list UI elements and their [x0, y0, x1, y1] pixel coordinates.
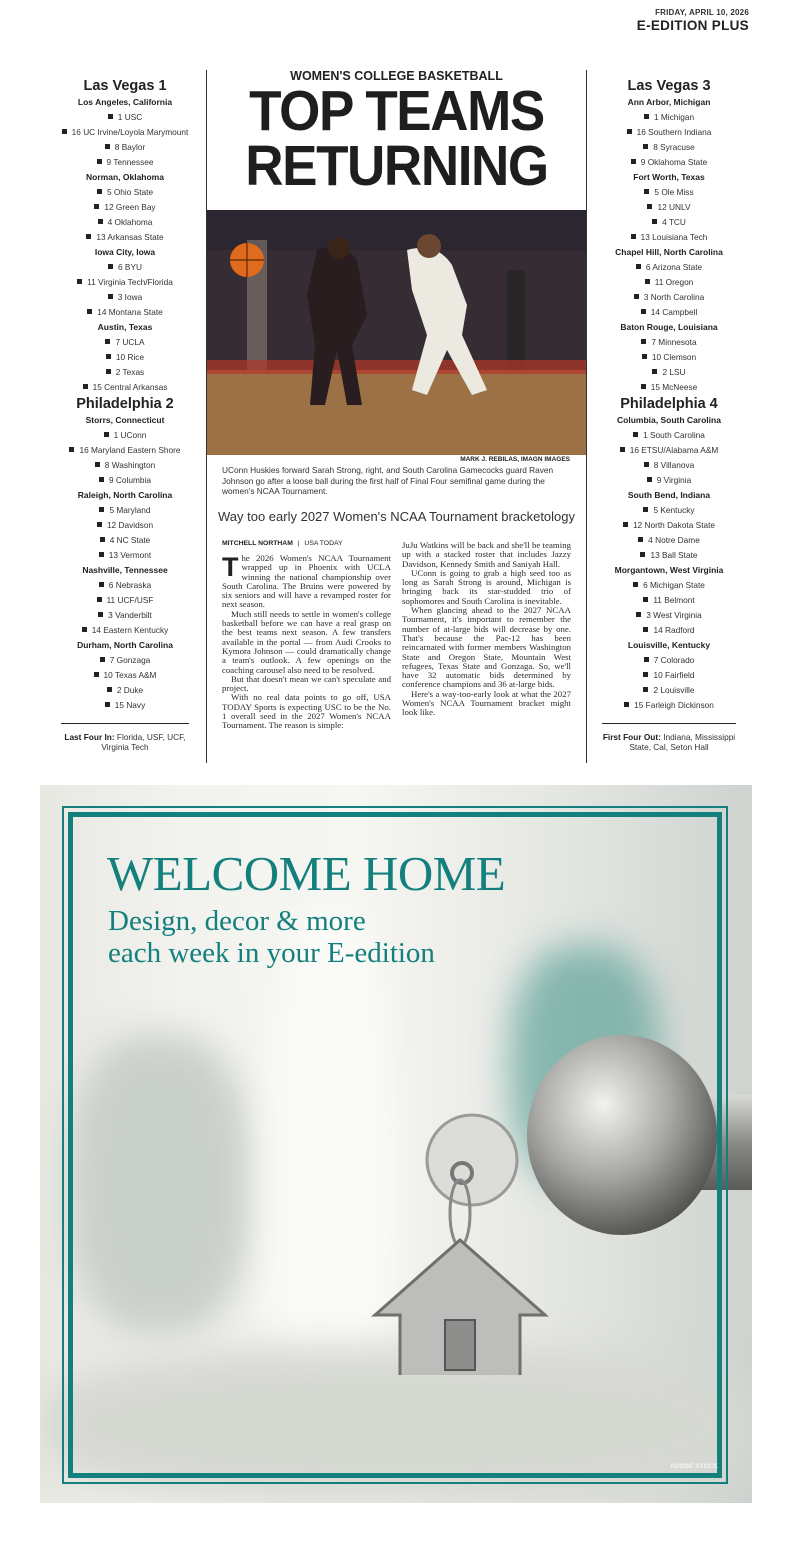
team-name: 5 Maryland: [109, 505, 151, 515]
bullet-square-icon: [97, 597, 102, 602]
team-name: 9 Tennessee: [106, 157, 154, 167]
bullet-square-icon: [105, 144, 110, 149]
team-name: 1 UConn: [113, 430, 147, 440]
team-seed-item: [596, 458, 742, 473]
site-name: Raleigh, North Carolina: [77, 490, 173, 500]
team-name: 10 Fairfield: [653, 670, 695, 680]
note-label: First Four Out:: [602, 732, 661, 742]
team-seed-item: [55, 305, 195, 320]
bullet-square-icon: [105, 702, 110, 707]
team-seed-item: [596, 443, 742, 458]
bullet-square-icon: [106, 354, 111, 359]
team-seed-item: [55, 503, 195, 518]
team-name: 1 Michigan: [653, 112, 695, 122]
bullet-square-icon: [87, 309, 92, 314]
team-seed-item: [55, 458, 195, 473]
bullet-square-icon: [641, 384, 646, 389]
team-name: 15 Farleigh Dickinson: [634, 700, 714, 710]
team-seed-item: [55, 578, 195, 593]
site-name: Nashville, Tennessee: [82, 565, 168, 575]
bullet-square-icon: [644, 189, 649, 194]
team-name: 2 Louisville: [653, 685, 695, 695]
bullet-square-icon: [647, 477, 652, 482]
bullet-square-icon: [106, 369, 111, 374]
bullet-square-icon: [98, 219, 103, 224]
divider-rule: [602, 723, 736, 724]
article-paragraph: [222, 675, 391, 694]
team-seed-item: [55, 185, 195, 200]
team-name: 13 Ball State: [650, 550, 698, 560]
game-photo: [207, 210, 586, 455]
team-name: 8 Villanova: [653, 460, 695, 470]
site-name: Los Angeles, California: [77, 97, 173, 107]
bullet-square-icon: [105, 339, 110, 344]
team-seed-item: [596, 215, 742, 230]
team-seed-item: [55, 533, 195, 548]
team-seed-item: [55, 593, 195, 608]
team-seed-item: [596, 668, 742, 683]
bullet-square-icon: [641, 309, 646, 314]
site-name: Austin, Texas: [97, 322, 153, 332]
bullet-square-icon: [100, 657, 105, 662]
byline: [222, 540, 343, 547]
edition-label: E-EDITION PLUS: [636, 18, 749, 33]
bullet-square-icon: [642, 354, 647, 359]
site-name: Fort Worth, Texas: [633, 172, 705, 182]
bullet-square-icon: [652, 369, 657, 374]
team-name: 2 LSU: [662, 367, 686, 377]
team-name: 8 Syracuse: [653, 142, 695, 152]
team-seed-item: [596, 653, 742, 668]
site-name: Morgantown, West Virginia: [614, 565, 724, 575]
bullet-square-icon: [633, 432, 638, 437]
divider-rule: [61, 723, 189, 724]
bracket-note: [596, 732, 742, 752]
team-seed-item: [55, 653, 195, 668]
article-paragraph: [222, 610, 391, 675]
bullet-square-icon: [108, 294, 113, 299]
team-name: 4 TCU: [662, 217, 686, 227]
article-body-column-1: [222, 554, 391, 731]
bullet-square-icon: [633, 582, 638, 587]
team-name: 11 Oregon: [654, 277, 694, 287]
bullet-square-icon: [99, 507, 104, 512]
team-name: 5 Kentucky: [653, 505, 695, 515]
note-text: Florida, USF, UCF, Virginia Tech: [101, 732, 186, 752]
bullet-square-icon: [62, 129, 67, 134]
team-name: 9 Oklahoma State: [640, 157, 708, 167]
article-paragraph: Here's a way-too-early look at what the 2027 Women's NCAA Tournament bracket might look like.: [402, 688, 571, 718]
region-heading: Las Vegas 3: [627, 78, 711, 94]
team-name: 3 Iowa: [117, 292, 143, 302]
site-name: South Bend, Indiana: [627, 490, 711, 500]
section-kicker: WOMEN'S COLLEGE BASKETBALL: [290, 69, 503, 83]
site-name: Louisville, Kentucky: [627, 640, 711, 650]
team-seed-item: [55, 380, 195, 395]
team-name: 1 South Carolina: [643, 430, 705, 440]
team-name: 3 North Carolina: [643, 292, 705, 302]
region-heading: Philadelphia 2: [76, 396, 174, 412]
site-name: Iowa City, Iowa: [94, 247, 156, 257]
team-name: 15 McNeese: [650, 382, 698, 392]
headline-line: TOP TEAMS: [249, 79, 544, 143]
team-seed-item: [596, 140, 742, 155]
team-name: 4 Notre Dame: [648, 535, 700, 545]
team-seed-item: [55, 365, 195, 380]
bullet-square-icon: [624, 702, 629, 707]
paragraph-text: Much still needs to settle in women's college basketball before we can have a real grasp on the best teams next season. A few transfers available in the portal — from Audi Crooks to Kymora Johnson — could dramatically change a team's outlook. A few openings on the coaching carousel also need to be resolved.: [222, 608, 391, 675]
team-name: 4 Oklahoma: [107, 217, 153, 227]
bullet-square-icon: [108, 264, 113, 269]
bullet-square-icon: [640, 552, 645, 557]
bullet-square-icon: [643, 597, 648, 602]
team-name: 9 Columbia: [109, 475, 151, 485]
team-name: 12 Green Bay: [104, 202, 156, 212]
team-name: 7 Minnesota: [651, 337, 697, 347]
article-deck: Way too early 2027 Women's NCAA Tournament bracketology: [217, 509, 576, 524]
region-heading: Philadelphia 4: [620, 396, 718, 412]
team-seed-item: [55, 155, 195, 170]
team-name: 11 Virginia Tech/Florida: [87, 277, 173, 287]
team-name: 15 Navy: [114, 700, 146, 710]
bullet-square-icon: [108, 114, 113, 119]
byline-separator: |: [297, 540, 300, 547]
bullet-square-icon: [94, 204, 99, 209]
bracket-left-column: [55, 77, 195, 752]
team-seed-item: [596, 698, 742, 713]
team-seed-item: [596, 350, 742, 365]
team-seed-item: [55, 548, 195, 563]
team-name: 7 Colorado: [653, 655, 695, 665]
team-name: 14 Radford: [653, 625, 695, 635]
bullet-square-icon: [77, 279, 82, 284]
team-seed-item: [55, 683, 195, 698]
team-seed-item: [55, 608, 195, 623]
bullet-square-icon: [94, 672, 99, 677]
bullet-square-icon: [69, 447, 74, 452]
team-name: 6 Nebraska: [108, 580, 152, 590]
bullet-square-icon: [99, 477, 104, 482]
team-name: 6 Arizona State: [645, 262, 703, 272]
bullet-square-icon: [97, 159, 102, 164]
team-name: 4 NC State: [109, 535, 151, 545]
note-label: Last Four In:: [64, 732, 115, 742]
team-name: 14 Montana State: [97, 307, 163, 317]
team-name: 5 Ole Miss: [654, 187, 694, 197]
team-seed-item: [596, 230, 742, 245]
team-seed-item: [55, 125, 195, 140]
bracket-right-column: [596, 77, 742, 752]
team-seed-item: [596, 608, 742, 623]
bullet-square-icon: [82, 627, 87, 632]
team-name: 1 USC: [117, 112, 143, 122]
ad-image-credit: ADOBE STOCK: [670, 1463, 718, 1470]
team-seed-item: [55, 275, 195, 290]
site-name: Columbia, South Carolina: [617, 415, 721, 425]
team-name: 12 North Dakota State: [632, 520, 716, 530]
team-seed-item: [596, 155, 742, 170]
team-name: 7 UCLA: [115, 337, 145, 347]
bullet-square-icon: [644, 114, 649, 119]
team-seed-item: [596, 503, 742, 518]
team-seed-item: [55, 140, 195, 155]
bullet-square-icon: [97, 522, 102, 527]
team-seed-item: [596, 260, 742, 275]
team-seed-item: [55, 443, 195, 458]
team-name: 13 Louisiana Tech: [640, 232, 708, 242]
team-seed-item: [596, 683, 742, 698]
team-seed-item: [596, 185, 742, 200]
bullet-square-icon: [644, 462, 649, 467]
team-name: 9 Virginia: [656, 475, 692, 485]
bullet-square-icon: [99, 582, 104, 587]
paragraph-text: With no real data points to go off, USA TODAY Sports is expecting USC to be the No. 1 overall seed in the 2027 Women's NCAA Tournament. The reason is simple:: [222, 692, 391, 731]
site-name: Chapel Hill, North Carolina: [615, 247, 723, 257]
bullet-square-icon: [98, 612, 103, 617]
bullet-square-icon: [643, 672, 648, 677]
team-name: 14 Campbell: [650, 307, 698, 317]
outlet-name: USA TODAY: [304, 540, 343, 547]
bullet-square-icon: [99, 552, 104, 557]
team-seed-item: [55, 335, 195, 350]
article-paragraph: JuJu Watkins will be back and she'll be teaming up with a stacked roster that includes Jazzy Davidson, Kennedy Smith and Saniyah Hall.: [402, 540, 571, 569]
team-name: 12 UNLV: [657, 202, 691, 212]
team-name: 10 Clemson: [651, 352, 697, 362]
note-text: Indiana, Mississippi State, Cal, Seton Hall: [629, 732, 736, 752]
team-seed-item: [596, 518, 742, 533]
team-name: 3 Vanderbilt: [108, 610, 152, 620]
headline-line: RETURNING: [245, 134, 548, 198]
team-name: 6 Michigan State: [643, 580, 705, 590]
team-name: 14 Eastern Kentucky: [91, 625, 169, 635]
team-seed-item: [55, 230, 195, 245]
bullet-square-icon: [638, 537, 643, 542]
site-name: Baton Rouge, Louisiana: [620, 322, 718, 332]
bullet-square-icon: [627, 129, 632, 134]
headline: [220, 79, 572, 198]
team-seed-item: [55, 215, 195, 230]
ad-subtitle: [108, 905, 435, 969]
team-name: 6 BYU: [118, 262, 142, 272]
bullet-square-icon: [631, 159, 636, 164]
article-paragraph: [222, 554, 391, 610]
team-name: 8 Baylor: [114, 142, 146, 152]
paragraph-text: he 2026 Women's NCAA Tournament wrapped up in Phoenix with UCLA winning the national championship over South Carolina. The Bruins were powered by six seniors and will have a revamped roster for next season.: [222, 553, 391, 610]
team-seed-item: [55, 350, 195, 365]
bullet-square-icon: [104, 432, 109, 437]
team-name: 15 Central Arkansas: [92, 382, 168, 392]
team-name: 10 Texas A&M: [103, 670, 157, 680]
basketball-players-image: [207, 210, 586, 455]
author-name: MITCHELL NORTHAM: [222, 540, 293, 547]
team-name: 13 Vermont: [108, 550, 152, 560]
ad-subtitle-line: Design, decor & more: [108, 905, 366, 937]
team-seed-item: [596, 428, 742, 443]
site-name: Durham, North Carolina: [77, 640, 173, 650]
team-seed-item: [596, 305, 742, 320]
bullet-square-icon: [652, 219, 657, 224]
team-name: 16 Maryland Eastern Shore: [79, 445, 181, 455]
team-name: 11 Belmont: [653, 595, 695, 605]
team-name: 2 Texas: [115, 367, 145, 377]
bullet-square-icon: [636, 612, 641, 617]
bullet-square-icon: [636, 264, 641, 269]
team-seed-item: [596, 593, 742, 608]
issue-date: FRIDAY, APRIL 10, 2026: [655, 8, 749, 17]
bullet-square-icon: [634, 294, 639, 299]
team-name: 16 Southern Indiana: [636, 127, 712, 137]
team-seed-item: [596, 473, 742, 488]
team-name: 12 Davidson: [106, 520, 154, 530]
bullet-square-icon: [631, 234, 636, 239]
bullet-square-icon: [643, 144, 648, 149]
bullet-square-icon: [644, 657, 649, 662]
team-name: 13 Arkansas State: [96, 232, 164, 242]
site-name: Ann Arbor, Michigan: [627, 97, 711, 107]
bullet-square-icon: [643, 507, 648, 512]
team-seed-item: [55, 200, 195, 215]
article-body-column-2: [402, 541, 571, 718]
team-seed-item: [55, 623, 195, 638]
bullet-square-icon: [107, 687, 112, 692]
team-seed-item: [55, 260, 195, 275]
team-seed-item: [596, 275, 742, 290]
team-seed-item: [596, 335, 742, 350]
team-name: 3 West Virginia: [646, 610, 702, 620]
bracket-note: [55, 732, 195, 752]
team-name: 7 Gonzaga: [109, 655, 151, 665]
team-seed-item: [596, 290, 742, 305]
bullet-square-icon: [645, 279, 650, 284]
team-seed-item: [596, 110, 742, 125]
team-seed-item: [596, 380, 742, 395]
team-seed-item: [55, 428, 195, 443]
bullet-square-icon: [95, 462, 100, 467]
bullet-square-icon: [97, 189, 102, 194]
team-seed-item: [55, 473, 195, 488]
paragraph-text: But that doesn't mean we can't speculate and project.: [222, 673, 391, 694]
team-name: 11 UCF/USF: [106, 595, 154, 605]
bullet-square-icon: [647, 204, 652, 209]
ad-title: WELCOME HOME: [107, 846, 506, 901]
bullet-square-icon: [641, 339, 646, 344]
team-seed-item: [596, 200, 742, 215]
team-name: 2 Duke: [116, 685, 144, 695]
photo-caption: UConn Huskies forward Sarah Strong, right, and South Carolina Gamecocks guard Raven Johnson go after a loose ball during the first half of Final Four semifinal game during the women's NCAA Tournament.: [222, 465, 554, 496]
team-seed-item: [55, 668, 195, 683]
team-seed-item: [596, 623, 742, 638]
column-divider: [586, 70, 587, 763]
drop-cap: T: [222, 552, 239, 582]
team-name: 16 UC Irvine/Loyola Marymount: [71, 127, 189, 137]
team-seed-item: [596, 578, 742, 593]
bullet-square-icon: [643, 627, 648, 632]
team-seed-item: [596, 125, 742, 140]
site-name: Norman, Oklahoma: [86, 172, 164, 182]
team-seed-item: [596, 533, 742, 548]
team-seed-item: [596, 365, 742, 380]
bullet-square-icon: [86, 234, 91, 239]
team-seed-item: [55, 518, 195, 533]
bullet-square-icon: [100, 537, 105, 542]
team-name: 16 ETSU/Alabama A&M: [629, 445, 719, 455]
team-seed-item: [596, 548, 742, 563]
photo-credit: MARK J. REBILAS, IMAGN IMAGES: [460, 456, 570, 463]
team-seed-item: [55, 290, 195, 305]
article-paragraph: [222, 693, 391, 730]
team-name: 10 Rice: [115, 352, 145, 362]
site-name: Storrs, Connecticut: [85, 415, 165, 425]
bullet-square-icon: [643, 687, 648, 692]
ad-subtitle-line: each week in your E-edition: [108, 937, 435, 969]
bullet-square-icon: [623, 522, 628, 527]
team-seed-item: [55, 110, 195, 125]
article-paragraph: UConn is going to grab a high seed too as long as Sarah Strong is around, Michigan is bringing back its star-studded trio of sophomores and South Carolina is inevitable.: [402, 567, 571, 606]
bullet-square-icon: [83, 384, 88, 389]
article-paragraph: When glancing ahead to the 2027 NCAA Tournament, it's important to remember the number of at-large bids will decrease by one. That's because the Pac-12 has been reincarnated with former members Washington State and Oregon State, Mountain West refugees, Texas State and Gonzaga. So, we'll have 32 automatic bids determined by conference champions and 36 at-large bids.: [402, 605, 571, 690]
team-name: 5 Ohio State: [106, 187, 154, 197]
region-heading: Las Vegas 1: [83, 78, 167, 94]
team-seed-item: [55, 698, 195, 713]
team-name: 8 Washington: [104, 460, 156, 470]
bullet-square-icon: [620, 447, 625, 452]
